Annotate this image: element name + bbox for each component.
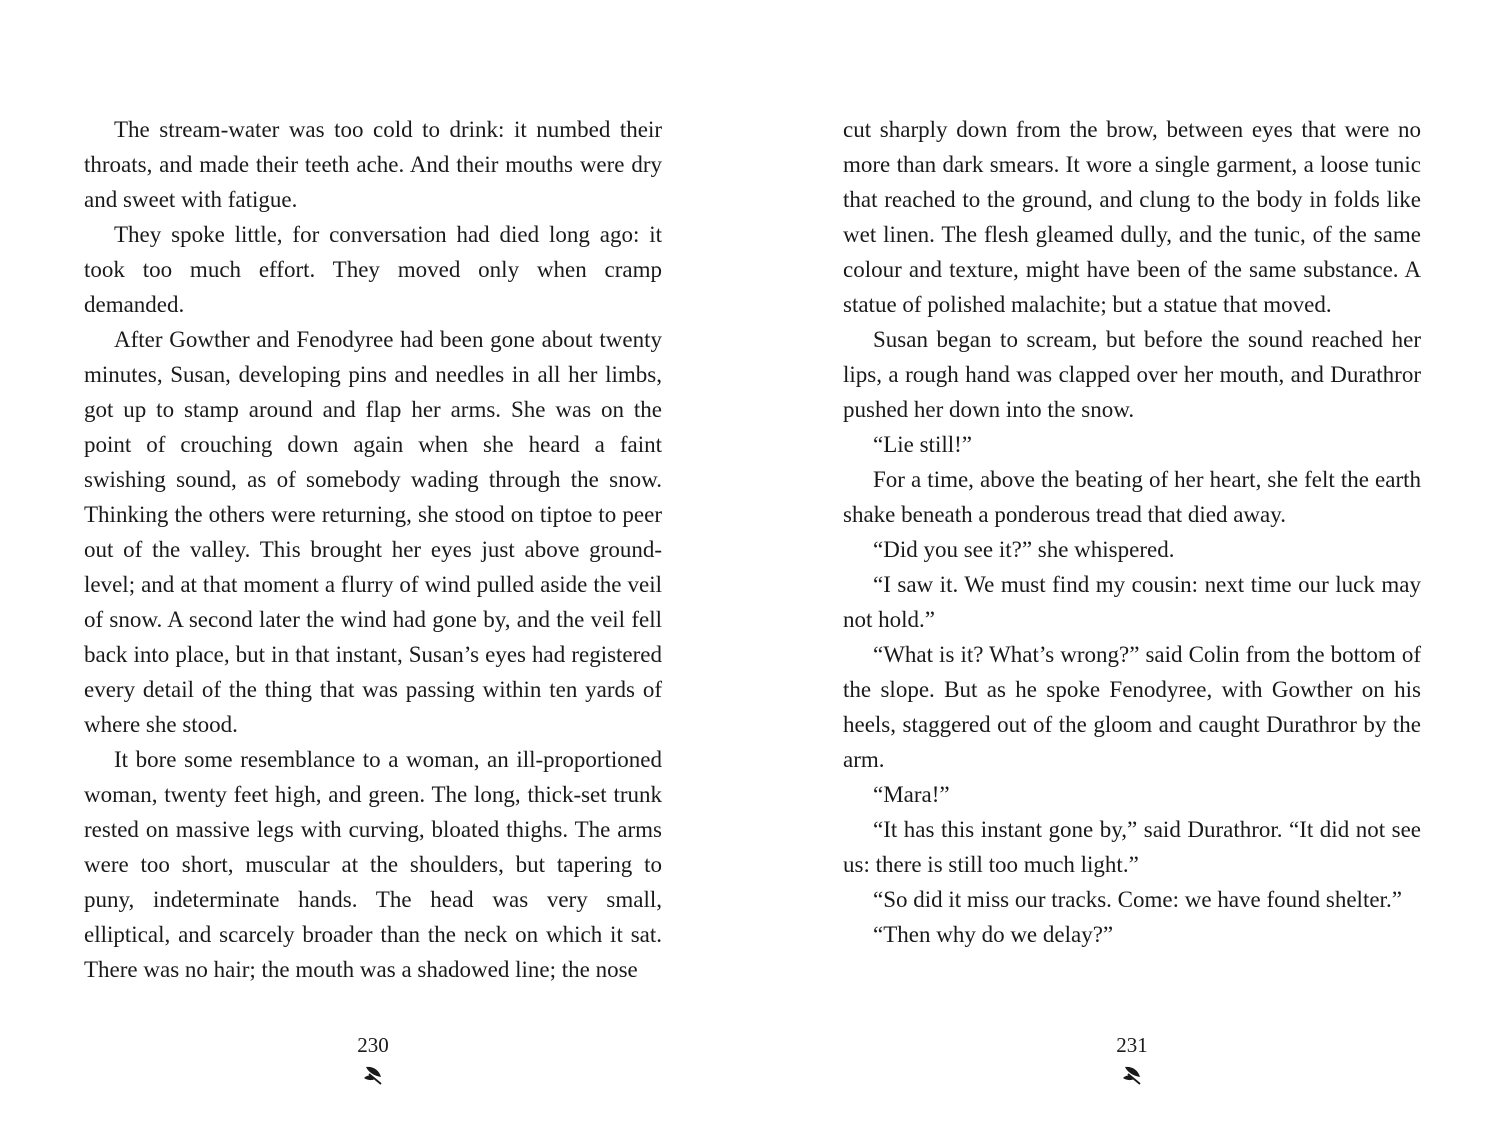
paragraph: “I saw it. We must find my cousin: next time our luck may not hold.” (843, 572, 1421, 632)
paragraph: “It has this instant gone by,” said Durathror. “It did not see us: there is still too much light.” (843, 817, 1421, 877)
leaf-ornament-icon (1120, 1064, 1144, 1086)
paragraph: “What is it? What’s wrong?” said Colin from the bottom of the slope. But as he spoke Fenodyree, with Gowther on his heels, staggered out of the gloom and caught Durathror by the arm. (843, 642, 1421, 772)
paragraph: It bore some resemblance to a woman, an ill-proportioned woman, twenty feet high, and green. The long, thick-set trunk rested on massive legs with curving, bloated thighs. The arms were too short, muscular at the shoulders, but tapering to puny, indeterminate hands. The head was very small, elliptical, and scarcely broader than the neck on which it sat. There was no hair; the mouth was a shadowed line; the nose (84, 747, 662, 982)
paragraph: For a time, above the beating of her heart, she felt the earth shake beneath a ponderous tread that died away. (843, 467, 1421, 527)
paragraph: After Gowther and Fenodyree had been gone about twenty minutes, Susan, developing pins and needles in all her limbs, got up to stamp around and flap her arms. She was on the point of crouching down again when she heard a faint swishing sound, as of somebody wading through the snow. Thinking the others were returning, she stood on tiptoe to peer out of the valley. This brought her eyes just above ground-level; and at that moment a flurry of wind pulled aside the veil of snow. A second later the wind had gone by, and the veil fell back into place, but in that instant, Susan’s eyes had registered every detail of the thing that was passing within ten yards of where she stood. (84, 327, 662, 737)
page-number: 230 (357, 1033, 389, 1057)
paragraph: They spoke little, for conversation had died long ago: it took too much effort. They moved only when cramp demanded. (84, 222, 662, 317)
leaf-ornament-icon (361, 1064, 385, 1086)
paragraph: “Then why do we delay?” (873, 922, 1114, 947)
paragraph: “So did it miss our tracks. Come: we have found shelter.” (873, 887, 1402, 912)
paragraph: cut sharply down from the brow, between eyes that were no more than dark smears. It wore a single garment, a loose tunic that reached to the ground, and clung to the body in folds like wet linen. The flesh gleamed dully, and the tunic, of the same colour and texture, might have been of the same substance. A statue of polished malachite; but a statue that moved. (843, 117, 1421, 317)
paragraph: “Did you see it?” she whispered. (873, 537, 1175, 562)
paragraph: Susan began to scream, but before the sound reached her lips, a rough hand was clapped over her mouth, and Durathror pushed her down into the snow. (843, 327, 1421, 422)
page-number: 231 (1116, 1033, 1148, 1057)
paragraph: “Lie still!” (873, 432, 972, 457)
paragraph: “Mara!” (873, 782, 950, 807)
paragraph: The stream-water was too cold to drink: it numbed their throats, and made their teeth ache. And their mouths were dry and sweet with fatigue. (84, 117, 662, 212)
right-page (843, 112, 1421, 952)
left-page (84, 112, 662, 987)
